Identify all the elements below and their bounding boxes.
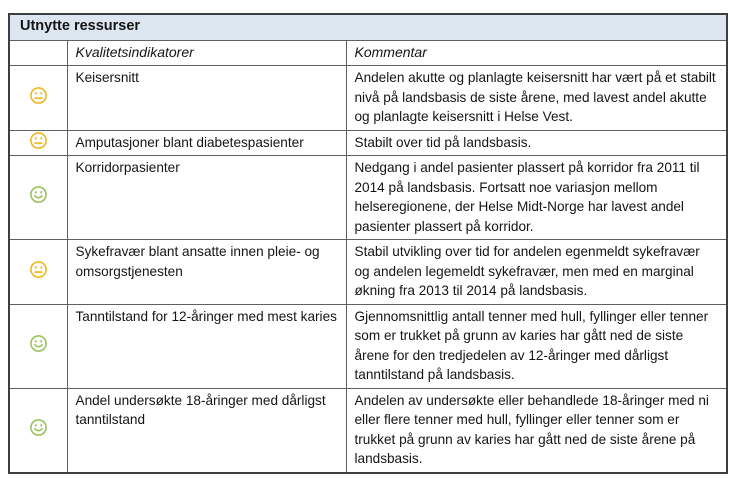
table-body	[9, 66, 727, 474]
status-cell	[9, 156, 67, 240]
status-cell	[9, 388, 67, 473]
table-row	[9, 388, 727, 473]
comment-cell: Stabilt over tid på landsbasis.	[346, 130, 727, 156]
comment-cell: Andelen av undersøkte eller behandlede 18-åringer med ni eller flere tenner med hull, fyllinger eller tenner som er trukket på grunn av karies har gått ned de siste årene på landsbasis.	[346, 388, 727, 473]
indicator-cell: Korridorpasienter	[67, 156, 346, 240]
comment-cell: Stabil utvikling over tid for andelen egenmeldt sykefravær og andelen legemeldt sykefravær, men med en marginal økning fra 2013 til 2014 på landsbasis.	[346, 240, 727, 305]
table-row	[9, 156, 727, 240]
indicator-cell: Tanntilstand for 12-åringer med mest karies	[67, 304, 346, 388]
table-row	[9, 240, 727, 305]
status-cell	[9, 240, 67, 305]
indicator-cell: Sykefravær blant ansatte innen pleie- og omsorgstjenesten	[67, 240, 346, 305]
smiley-neutral-icon	[29, 131, 48, 150]
comment-cell: Gjennomsnittlig antall tenner med hull, fyllinger eller tenner som er trukket på grunn av karies har gått ned de siste årene for den tredjedelen av 12-åringer med dårligst tanntilstand på landsbasis.	[346, 304, 727, 388]
status-cell	[9, 304, 67, 388]
column-header-indicator: Kvalitetsindikatorer	[67, 40, 346, 66]
comment-cell: Andelen akutte og planlagte keisersnitt har vært på et stabilt nivå på landsbasis de siste årene, med lavest andel akutte og planlagte keisersnitt i Helse Vest.	[346, 66, 727, 131]
indicator-cell: Amputasjoner blant diabetespasienter	[67, 130, 346, 156]
status-cell	[9, 66, 67, 131]
column-header-status	[9, 40, 67, 66]
smiley-neutral-icon	[29, 260, 48, 279]
section-title: Utnytte ressurser	[9, 14, 727, 40]
indicator-cell: Andel undersøkte 18-åringer med dårligst tanntilstand	[67, 388, 346, 473]
section-title-row	[9, 14, 727, 40]
smiley-neutral-icon	[29, 86, 48, 105]
smiley-happy-icon	[29, 334, 48, 353]
table-row	[9, 66, 727, 131]
quality-indicators-table	[8, 13, 728, 474]
column-header-comment: Kommentar	[346, 40, 727, 66]
comment-cell: Nedgang i andel pasienter plassert på korridor fra 2011 til 2014 på landsbasis. Fortsatt noe variasjon mellom helseregionene, der Helse Midt-Norge har lavest andel pasienter plassert på korridor.	[346, 156, 727, 240]
indicator-cell: Keisersnitt	[67, 66, 346, 131]
table-row	[9, 130, 727, 156]
table-row	[9, 304, 727, 388]
smiley-happy-icon	[29, 418, 48, 437]
column-header-row	[9, 40, 727, 66]
status-cell	[9, 130, 67, 156]
smiley-happy-icon	[29, 185, 48, 204]
